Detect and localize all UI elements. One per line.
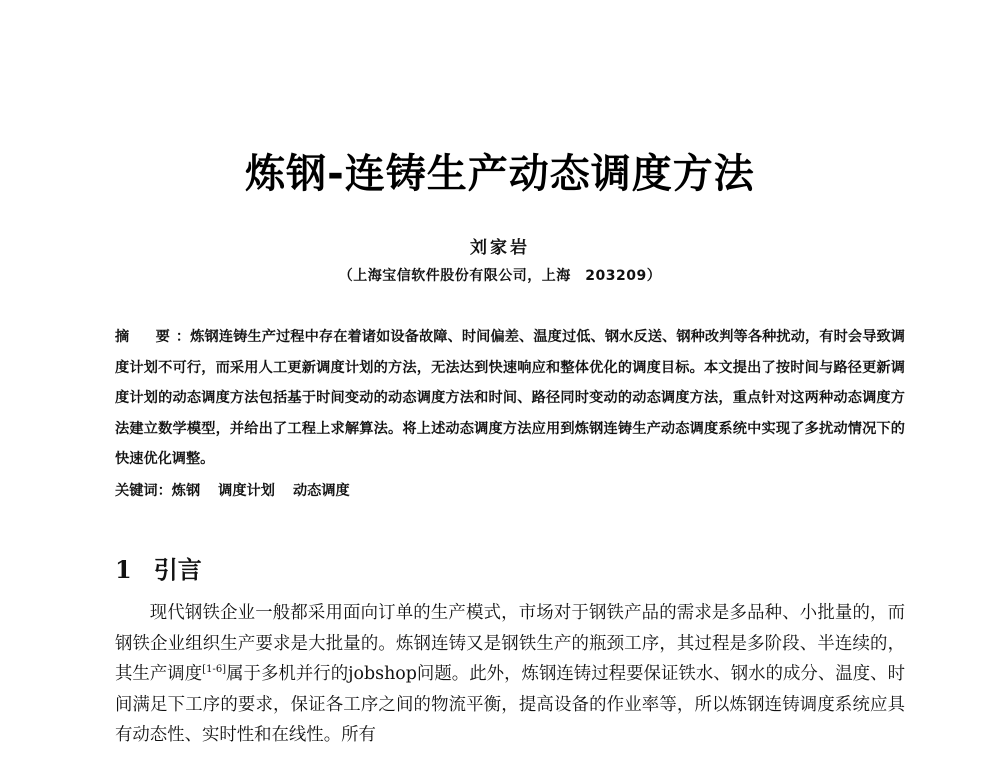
- keyword-item: 动态调度: [292, 483, 350, 499]
- author-affiliation: （上海宝信软件股份有限公司，上海 203209）: [338, 268, 662, 284]
- abstract-block: 摘 要：炼钢连铸生产过程中存在着诸如设备故障、时间偏差、温度过低、钢水反送、钢种改判等各种扰动，有时会导致调度计划不可行，而采用人工更新调度计划的方法，无法达到快速响应和整体优化的调度目标。本文提出了按时间与路径更新调度计划的动态调度方法包括基于时间变动的动态调度方法和时间、路径同时变动的动态调度方法，重点针对这两种动态调度方法建立数学模型，并给出了工程上求解算法。将上述动态调度方法应用到炼钢连铸生产动态调度系统中实现了多扰动情况下的快速优化调整。: [115, 329, 905, 468]
- citation-ref: [1-6]: [202, 664, 227, 676]
- body-paragraph: [115, 598, 905, 751]
- body-text-part: 现代钢铁企业一般都采用面向订单的生产模式，市场对于钢铁产品的需求是多品种、小批量的，而钢铁企业组织生产要求是大批量的。炼钢连铸又是钢铁生产的瓶颈工序，其过程是多阶段、半连续的，其生产调度: [115, 603, 905, 685]
- abstract-label: 摘 要: [115, 329, 176, 345]
- author-name: 刘家岩: [470, 238, 530, 258]
- keywords-block: 关键词：炼钢 调度计划 动态调度: [115, 483, 350, 499]
- body-text-part: 属于多机并行的jobshop问题。此外，炼钢连铸过程要保证铁水、钢水的成分、温度、时间满足下工序的要求，保证各工序之间的物流平衡，提高设备的作业率等，所以炼钢连铸调度系统应具有动态性、实时性和在线性。所有: [115, 664, 905, 746]
- paper-title: 炼钢-连铸生产动态调度方法: [245, 151, 755, 197]
- keyword-item: 炼钢: [171, 483, 201, 499]
- body-text: [115, 598, 905, 751]
- section-number: 1: [115, 555, 132, 584]
- abstract-text: 炼钢连铸生产过程中存在着诸如设备故障、时间偏差、温度过低、钢水反送、钢种改判等各种扰动，有时会导致调度计划不可行，而采用人工更新调度计划的方法，无法达到快速响应和整体优化的调度目标。本文提出了按时间与路径更新调度计划的动态调度方法包括基于时间变动的动态调度方法和时间、路径同时变动的动态调度方法，重点针对这两种动态调度方法建立数学模型，并给出了工程上求解算法。将上述动态调度方法应用到炼钢连铸生产动态调度系统中实现了多扰动情况下的快速优化调整。: [115, 329, 905, 468]
- section-heading: [115, 550, 202, 585]
- section-title: 引言: [153, 555, 202, 584]
- keyword-item: 调度计划: [218, 483, 275, 499]
- keywords-label: 关键词: [115, 483, 158, 499]
